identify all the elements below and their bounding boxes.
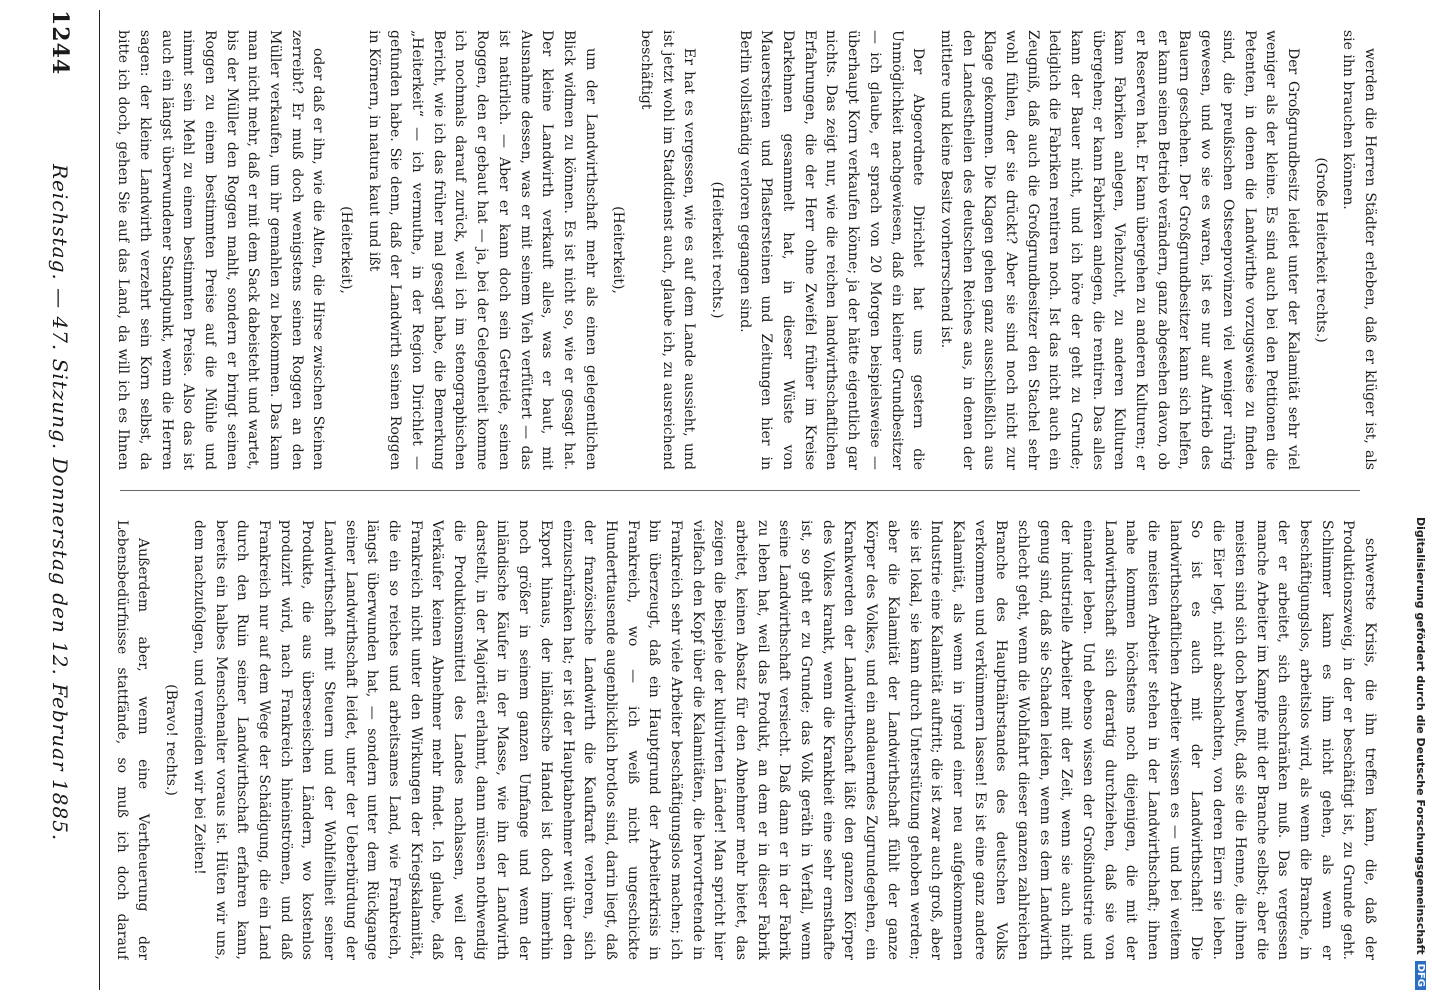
dfg-banner <box>1410 0 1432 1000</box>
paragraph: (Heiterkeit), <box>610 206 627 294</box>
paragraph: werden die Herren Städter erleben, daß er klüger ist, als sie ihn brauchen können. <box>1340 30 1378 470</box>
paragraph: (Heiterkeit rechts.) <box>709 181 726 319</box>
header-rule <box>99 10 100 990</box>
paragraph: Er hat es vergessen, wie es auf dem Lande aussieht, und ist jetzt wohl im Stadtdienst auch, glaube ich, zu ausreichend beschäftigt <box>638 30 698 470</box>
text-column-second <box>110 520 1380 960</box>
paragraph: (Große Heiterkeit rechts.) <box>1312 157 1329 343</box>
dfg-logo-icon: DFG <box>1416 961 1427 990</box>
paragraph: um der Landwirthschaft mehr als einen gelegentlichen Blick widmen zu können. Es ist nicht so, wie er gesagt hat. Der kleine Landwirth verkauft alles, was er baut, mit Ausnahme dessen, was er mit seinem Vieh verfüttert — das ist natürlich. — Aber er kann doch sein Getreide, seinen Roggen, den er gebaut hat — ja, bei der Gelegenheit komme ich nochmals darauf zurück, weil ich im stenographischen Bericht, wie ich das früher mal gesagt habe, die Bemerkung „Heiterkeit“ — ich vermuthe, in der Region Dirichlet — gefunden habe. Sie denn, daß der Landwirth seinen Roggen in Körnern, in natura kaut und ißt <box>365 30 599 470</box>
session-title: Reichstag. — 47. Sitzung. Donnerstag den 12. Februar 1885. <box>48 164 72 842</box>
dfg-credit-text: Digitalisierung gefördert durch die Deutsche Forschungsgemeinschaft <box>1414 516 1428 955</box>
paragraph: (Heiterkeit), <box>338 206 355 294</box>
text-column-first <box>110 30 1380 470</box>
paragraph: Außerdem aber, wenn eine Vertheuerung der Lebensbedürfnisse stattfände, so muß ich doch darauf <box>113 520 152 960</box>
paragraph: oder daß er ihn, wie die Alten, die Hirse zwischen Steinen zerreibt? Er muß doch wenigstens seinen Roggen an den Müller verkaufen, um ihr gemahlen zu bekommen. Das kann man nicht mehr, daß er mit dem Sack dabeisteht und wartet, bis der Müller den Roggen mahlt, sondern er bringt seinen Roggen zu einem bestimmten Preise auf die Mühle und nimmt sein Mehl zu einem bestimmten Preise. Also das ist auch ein längst überwundener Standpunkt, wenn die Herren sagen: der kleine Landwirth verzehrt sein Korn selbst, da bitte ich doch, gehen Sie auf das Land, da will ich es Ihnen <box>115 30 327 470</box>
paragraph: Der Abgeordnete Dirichlet hat uns gestern die Unmöglichkeit nachgewiesen, daß ein kleiner Grundbesitzer — ich glaube, er sprach von 20 Morgen beispielsweise — überhaupt Korn verkaufen könne; ja der hätte eigentlich gar nichts. Das zeigt nur, wie die reichen landwirthschaftlichen Erfahrungen, die der Herr ohne Zweifel früher im Kreise Darkehmen gesammelt hat, in dieser Wüste von Mauersteinen und Pflastersteinen und Zeitungen hier in Berlin vollständig verloren gegangen sind. <box>736 30 927 470</box>
page-header <box>30 10 90 990</box>
paragraph: schwerste Krisis, die ihn treffen kann, die, daß der Produktionszweig, in der er beschäftigt ist, zu Grunde geht. Schlimmer kann es ihm nicht gehen, als wenn er beschäftigungslos, arbeitslos wird, als wenn die Branche, in der er arbeitet, sich einschränken muß. Das vergessen manche Arbeiter im Kampfe mit der Branche selbst; aber die meisten sind sich doch bewußt, daß sie die Henne, die ihnen die Eier legt, nicht abschlachten, von deren Eiern sie leben. So ist es auch mit der Landwirthschaft! Die landwirthschaftlichen Arbeiter wissen es — und bei weitem die meisten Arbeiter stehen in der Landwirthschaft; ihnen nahe kommen höchstens noch diejenigen, die mit der Landwirthschaft sich derartig durchziehen, daß sie von einander leben. Und ebenso wissen der Großindustrie und der industrielle Arbeiter mit der Zeit, wenn sie auch nicht genug sind, daß sie Schaden leiden, wenn es dem Landwirth schlecht geht, wenn die Wohlfahrt dieser ganzen zahlreichen Branche des Hauptnährstandes des deutschen Volks verkommen und verkümmern lassen! Es ist eine ganz andere Kalamität, als wenn in irgend einer neu aufgekommenen Industrie eine Kalamität auftritt; die ist zwar auch groß, aber sie ist lokal, sie kann durch Unterstützung gehoben werden; aber die Kalamität der Landwirthschaft fühlt der ganze Körper des Volkes, und ein andauerndes Zugrundegehen, ein Krankwerden der Landwirthschaft läßt den ganzen Körper des Volkes krankt, wenn die Krankheit eine sehr ernsthafte ist, so geht er zu Grunde; das Volk geräth in Verfall, wenn seine Landwirthschaft versiecht. Daß dann er in der Fabrik zu leben hat, weil das Produkt, an dem er in dieser Fabrik arbeitet, keinen Absatz für den Abnehmer mehr bietet, das zeigen die Beispiele der kultivirten Länder! Man spricht hier vielfach den Kopf über die Kalamitäten, die hervortretende in Frankreich sehr viele Arbeiter beschäftigungslos machen; ich bin überzeugt, daß ein Hauptgrund der Arbeiterkrisis in Frankreich, wo — ich weiß nicht ungeschickte Hunderttausende augenblicklich brotlos sind, darin liegt, daß der französische Landwirth die Kaufkraft verloren, sich einzuschränken hat; er ist der Hauptabnehmer weit über den Export hinaus, der inländische Handel ist doch immerhin noch größer in seinem ganzen Umfange und wenn der inländische Käufer in der Masse, wie ihn der Landwirth darstellt, in der Majorität erlahmt, dann müssen nothwendig die Produktionsmittel des Landes nachlassen, weil der Verkäufer keinen Abnehmer mehr findet. Ich glaube, daß Frankreich nicht unter den Wirkungen der Kriegskalamität, die ein so reiches und arbeitsames Land, wie Frankreich, längst überwunden hat, — sondern unter dem Rückgange seiner Landwirthschaft leidet, unter der Ueberbürdung der Landwirthschaft mit Steuern und der Wohlfeilheit seiner Produkte, die aus überseeischen Ländern, wo kostenlos produzirt wird, nach Frankreich hineinströmen, und daß Frankreich nur auf dem Wege der Schädigung, die ein Land durch den Ruin seiner Landwirthschaft erfahren kann, bereits ein halbes Menschenalter voraus ist. Hüten wir uns, dem nachzufolgen, und vermeiden wir bei Zeiten! <box>190 520 1378 960</box>
paragraph: Der Großgrundbesitz leidet unter der Kalamität sehr viel weniger als der kleine. Es sind auch bei den Petitionen die Petenten, in denen die Landwirthe vorzugsweise zu finden sind, die preußischen Ostseeprovinzen viel weniger rührig gewesen, und wo sie es waren, ist es nur auf Antrieb des Bauern geschehen. Der Großgrundbesitzer kann sich helfen, er kann seinen Betrieb verändern, ganz abgesehen davon, ob er Reserven hat. Er kann übergehen zu anderen Kulturen; er kann Fabriken anlegen, Viehzucht, zu anderen Kulturen übergehen; er kann Fabriken anlegen, die rentiren. Das alles kann der Bauer nicht, und ich höre der geht zu Grunde; lediglich die Fabriken rentiren noch. Ist das nicht auch ein Zeugniß, daß auch die Großgrundbesitzer den Stachel sehr wohl fühlen, der sie drückt? Aber sie sind noch nicht zur Klage gekommen. Die Klagen gehen ganz ausschließlich aus den Landestheilen des deutschen Reiches aus, in denen der mittlere und kleine Besitz vorherrschend ist. <box>937 30 1301 470</box>
column-divider <box>120 490 1360 491</box>
paragraph: (Bravo! rechts.) <box>163 684 180 796</box>
page-number: 1244 <box>47 10 73 76</box>
